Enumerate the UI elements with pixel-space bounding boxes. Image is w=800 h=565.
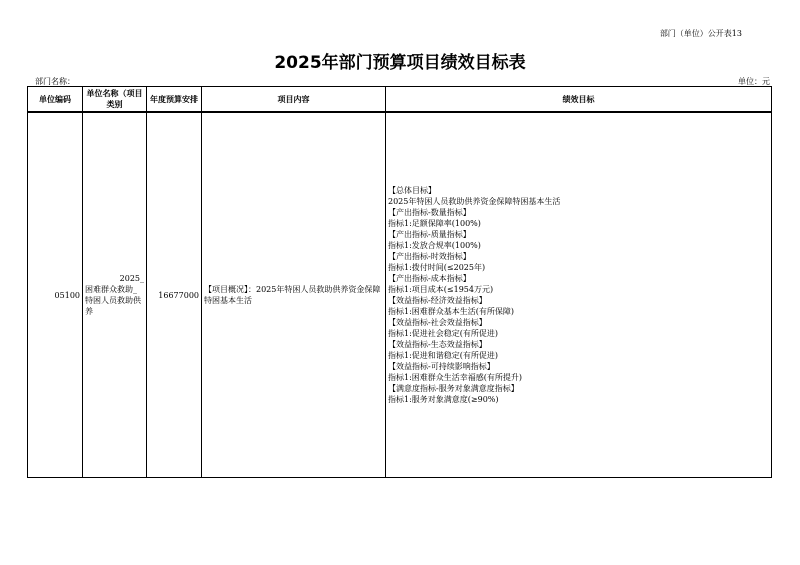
header-unit-name: 单位名称（项目类别 [83, 87, 147, 113]
goal-line: 【总体目标】 [388, 186, 436, 195]
department-label: 部门名称： [35, 77, 75, 86]
table-header-row [28, 87, 772, 113]
goal-line: 指标1:促进和谐稳定(有所促进) [388, 351, 499, 360]
goal-line: 【产出指标-成本指标】 [388, 274, 471, 283]
cell-budget: 16677000 [147, 112, 202, 478]
goal-line: 【效益指标-可持续影响指标】 [388, 362, 495, 371]
goal-line: 【产出指标-数量指标】 [388, 208, 471, 217]
goal-line: 指标1:促进社会稳定(有所促进) [388, 329, 499, 338]
goal-line: 指标1:拨付时间(≤2025年) [388, 263, 486, 272]
cell-goals [386, 112, 772, 478]
goal-line: 【效益指标-经济效益指标】 [388, 296, 487, 305]
table-row [28, 112, 772, 478]
form-number: 部门（单位）公开表13 [659, 29, 742, 38]
cell-unit-name [83, 112, 147, 478]
goal-line: 指标1:服务对象满意度(≥90%) [388, 395, 499, 404]
goal-line: 【产出指标-时效指标】 [388, 252, 471, 261]
cell-unit-name-year: 2025_ [119, 274, 144, 283]
goal-line: 【效益指标-生态效益指标】 [388, 340, 487, 349]
goal-line: 指标1:困难群众生活幸福感(有所提升) [388, 373, 523, 382]
goal-line: 2025年特困人员救助供养资金保障特困基本生活 [388, 197, 561, 206]
performance-table [27, 86, 772, 478]
header-budget: 年度预算安排 [147, 87, 202, 113]
goal-line: 【产出指标-质量指标】 [388, 230, 471, 239]
cell-unit-code: 05100 [28, 112, 83, 478]
goal-line: 指标1:发放合规率(100%) [388, 241, 481, 250]
header-unit-code: 单位编码 [28, 87, 83, 113]
goal-line: 指标1:困难群众基本生活(有所保障) [388, 307, 515, 316]
goal-line: 【效益指标-社会效益指标】 [388, 318, 487, 327]
goal-line: 【满意度指标-服务对象满意度指标】 [388, 384, 519, 393]
cell-content: 【项目概况】：2025年特困人员救助供养资金保障特困基本生活 [202, 112, 386, 478]
goal-line: 指标1:项目成本(≤1954万元) [388, 285, 494, 294]
page-title: 2025年部门预算项目绩效目标表 [274, 53, 526, 73]
header-goals: 绩效目标 [386, 87, 772, 113]
unit-label: 单位：元 [738, 77, 770, 86]
header-content: 项目内容 [202, 87, 386, 113]
cell-unit-name-rest: 困难群众救助_特困人员救助供养 [85, 285, 141, 316]
goal-line: 指标1:足额保障率(100%) [388, 219, 481, 228]
